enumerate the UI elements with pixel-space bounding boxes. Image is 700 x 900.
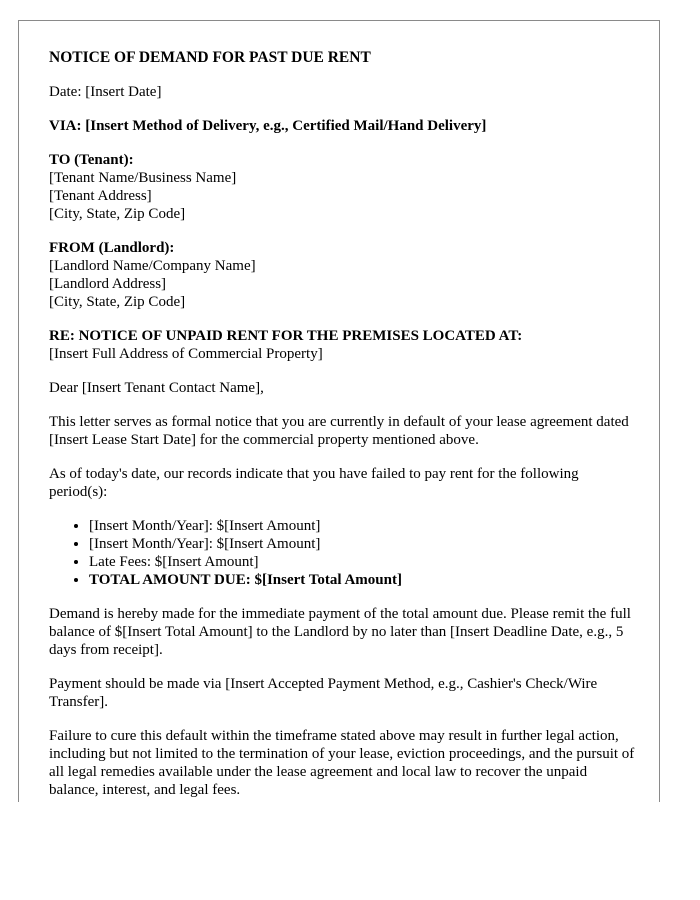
landlord-city-state-zip: [City, State, Zip Code] xyxy=(49,294,186,310)
list-item: • [Insert Month/Year]: $[Insert Amount] xyxy=(89,535,639,553)
tenant-city-state-zip: [City, State, Zip Code] xyxy=(49,206,186,222)
paragraph-demand: Demand is hereby made for the immediate payment of the total amount due. Please remit the full balance of $[Insert Total Amount] to the Landlord by no later than [Insert Deadline Date, e.g., 5 days from receipt]. xyxy=(49,606,631,658)
document-body xyxy=(49,49,639,802)
landlord-block xyxy=(49,239,639,311)
total-amount-item: • TOTAL AMOUNT DUE: $[Insert Total Amount] xyxy=(89,571,639,589)
landlord-heading: FROM (Landlord): xyxy=(49,240,175,256)
re-heading: RE: NOTICE OF UNPAID RENT FOR THE PREMISES LOCATED AT: xyxy=(49,328,523,344)
document-page xyxy=(18,20,660,802)
salutation: Dear [Insert Tenant Contact Name], xyxy=(49,380,264,396)
tenant-block xyxy=(49,151,639,223)
amounts-list xyxy=(49,517,639,589)
landlord-address: [Landlord Address] xyxy=(49,276,167,292)
date-line: Date: [Insert Date] xyxy=(49,84,162,100)
re-block xyxy=(49,327,639,363)
document-title: NOTICE OF DEMAND FOR PAST DUE RENT xyxy=(49,49,371,66)
paragraph-payment-method: Payment should be made via [Insert Accepted Payment Method, e.g., Cashier's Check/Wire Transfer]. xyxy=(49,676,598,710)
tenant-heading: TO (Tenant): xyxy=(49,152,134,168)
paragraph-default-notice: This letter serves as formal notice that you are currently in default of your lease agreement dated [Insert Lease Start Date] for the commercial property mentioned above. xyxy=(49,414,629,448)
property-address: [Insert Full Address of Commercial Property] xyxy=(49,346,323,362)
tenant-address: [Tenant Address] xyxy=(49,188,152,204)
list-item: • [Insert Month/Year]: $[Insert Amount] xyxy=(89,517,639,535)
paragraph-unpaid-periods: As of today's date, our records indicate that you have failed to pay rent for the following period(s): xyxy=(49,466,579,500)
paragraph-consequences: Failure to cure this default within the timeframe stated above may result in further legal action, including but not limited to the termination of your lease, eviction proceedings, and the pursuit of all legal remedies available under the lease agreement and local law to recover the unpaid balance, interest, and legal fees. xyxy=(49,728,635,798)
delivery-method-line: VIA: [Insert Method of Delivery, e.g., Certified Mail/Hand Delivery] xyxy=(49,118,487,134)
landlord-name: [Landlord Name/Company Name] xyxy=(49,258,256,274)
tenant-name: [Tenant Name/Business Name] xyxy=(49,170,237,186)
list-item: • Late Fees: $[Insert Amount] xyxy=(89,553,639,571)
